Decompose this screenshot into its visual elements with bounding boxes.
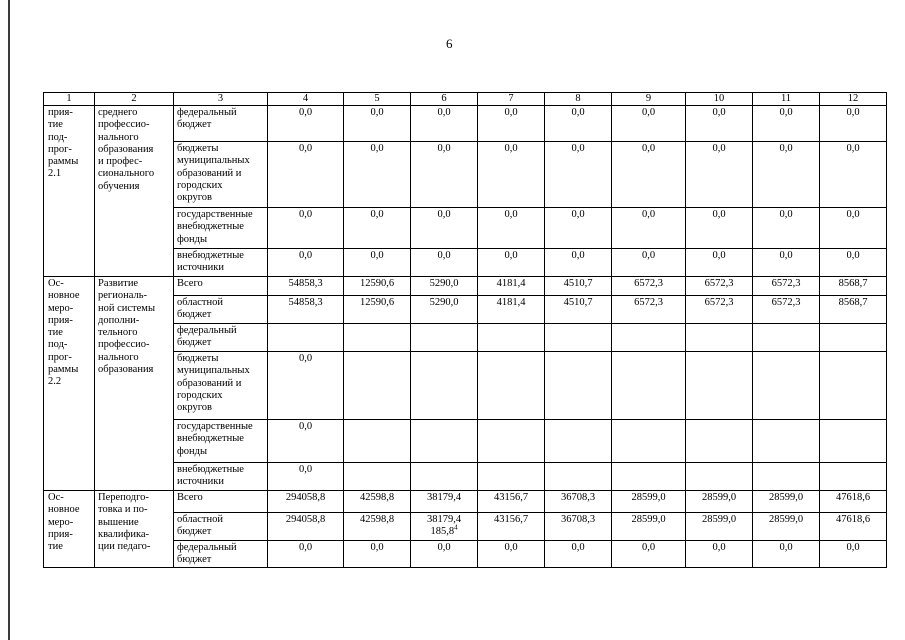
value-cell: 0,0 (268, 420, 344, 463)
measure-code-cell: Ос- новное меро- прия- тие под- прог- раммы 2.2 (44, 277, 95, 491)
value-cell (268, 324, 344, 352)
value-cell: 6572,3 (753, 296, 820, 324)
value-cell: 43156,7 (478, 513, 545, 541)
value-cell (753, 324, 820, 352)
budget-table (43, 92, 887, 568)
value-cell: 12590,6 (344, 296, 411, 324)
funding-source-cell: бюджеты муниципальных образований и городских округов (174, 142, 268, 208)
funding-source-cell: федеральный бюджет (174, 106, 268, 142)
value-cell: 0,0 (753, 142, 820, 208)
value-cell: 0,0 (411, 142, 478, 208)
value-cell (686, 463, 753, 491)
header-cell: 7 (478, 93, 545, 106)
value-cell (753, 352, 820, 420)
value-cell: 0,0 (612, 541, 686, 568)
value-cell (411, 463, 478, 491)
funding-source-cell: внебюджетные источники (174, 463, 268, 491)
funding-source-cell: Всего (174, 277, 268, 296)
value-cell (411, 420, 478, 463)
value-cell: 6572,3 (612, 296, 686, 324)
value-cell: 0,0 (545, 208, 612, 249)
header-cell: 5 (344, 93, 411, 106)
funding-source-cell: областной бюджет (174, 513, 268, 541)
value-cell: 0,0 (268, 208, 344, 249)
header-cell: 12 (820, 93, 887, 106)
value-cell: 8568,7 (820, 296, 887, 324)
page-number: 6 (446, 36, 453, 51)
funding-source-cell: Всего (174, 491, 268, 513)
value-cell: 0,0 (612, 106, 686, 142)
value-cell: 0,0 (411, 208, 478, 249)
header-cell: 2 (95, 93, 174, 106)
value-cell (411, 513, 478, 541)
header-cell: 10 (686, 93, 753, 106)
funding-source-cell: бюджеты муниципальных образований и городских округов (174, 352, 268, 420)
value-cell: 0,0 (344, 208, 411, 249)
header-cell: 11 (753, 93, 820, 106)
value-cell: 0,0 (753, 106, 820, 142)
header-cell: 3 (174, 93, 268, 106)
value-cell (820, 463, 887, 491)
value-cell: 0,0 (344, 106, 411, 142)
value-cell: 38179,4 (411, 491, 478, 513)
value-cell: 0,0 (268, 142, 344, 208)
value-cell: 0,0 (411, 106, 478, 142)
value-cell: 0,0 (344, 541, 411, 568)
value-cell: 0,0 (753, 249, 820, 277)
measure-code-cell: Ос- новное меро- прия- тие (44, 491, 95, 568)
value-cell (344, 352, 411, 420)
value-cell (344, 324, 411, 352)
value-cell: 4510,7 (545, 296, 612, 324)
value-cell (545, 420, 612, 463)
header-cell: 8 (545, 93, 612, 106)
value-cell (344, 420, 411, 463)
value-cell: 36708,3 (545, 491, 612, 513)
value-cell: 5290,0 (411, 277, 478, 296)
value-cell (820, 420, 887, 463)
value-cell: 4181,4 (478, 277, 545, 296)
funding-source-cell: федеральный бюджет (174, 324, 268, 352)
value-cell (411, 352, 478, 420)
value-cell (478, 352, 545, 420)
value-cell (820, 324, 887, 352)
value-cell: 0,0 (478, 106, 545, 142)
value-cell: 54858,3 (268, 296, 344, 324)
value-cell: 0,0 (820, 142, 887, 208)
value-cell: 0,0 (268, 106, 344, 142)
value-cell: 0,0 (545, 106, 612, 142)
value-cell: 0,0 (411, 249, 478, 277)
value-cell: 0,0 (268, 541, 344, 568)
measure-name-cell: среднего профессио- нального образования и профес- сионального обучения (95, 106, 174, 277)
value-cell: 0,0 (753, 541, 820, 568)
value-cell: 28599,0 (612, 513, 686, 541)
measure-name-cell: Переподго- товка и по- вышение квалифика- ции педаго- (95, 491, 174, 568)
value-cell-extra: 185,8$^4$ (430, 523, 458, 538)
value-cell (545, 463, 612, 491)
value-cell: 42598,8 (344, 491, 411, 513)
header-cell: 9 (612, 93, 686, 106)
value-cell: 0,0 (686, 208, 753, 249)
value-cell: 0,0 (478, 142, 545, 208)
value-cell: 36708,3 (545, 513, 612, 541)
value-cell: 8568,7 (820, 277, 887, 296)
value-cell: 0,0 (612, 208, 686, 249)
value-cell: 0,0 (820, 541, 887, 568)
value-cell: 0,0 (268, 249, 344, 277)
value-cell: 6572,3 (753, 277, 820, 296)
value-cell: 0,0 (545, 249, 612, 277)
funding-source-cell: внебюджетные источники (174, 249, 268, 277)
value-cell: 0,0 (344, 142, 411, 208)
value-cell: 0,0 (478, 208, 545, 249)
value-cell: 42598,8 (344, 513, 411, 541)
value-cell (478, 420, 545, 463)
value-cell: 6572,3 (686, 296, 753, 324)
value-cell: 0,0 (686, 142, 753, 208)
value-cell: 0,0 (612, 142, 686, 208)
value-cell: 0,0 (686, 541, 753, 568)
value-cell: 28599,0 (686, 491, 753, 513)
footnote-marker: 4 (454, 523, 458, 532)
value-cell: 6572,3 (686, 277, 753, 296)
value-cell: 43156,7 (478, 491, 545, 513)
value-cell: 6572,3 (612, 277, 686, 296)
value-cell (753, 420, 820, 463)
value-cell (478, 324, 545, 352)
table-row (44, 277, 887, 296)
value-cell: 0,0 (753, 208, 820, 249)
header-cell: 4 (268, 93, 344, 106)
value-cell (612, 420, 686, 463)
header-cell: 1 (44, 93, 95, 106)
page-left-edge (8, 0, 10, 640)
value-cell: 4510,7 (545, 277, 612, 296)
funding-source-cell: областной бюджет (174, 296, 268, 324)
value-cell: 28599,0 (753, 491, 820, 513)
value-cell: 0,0 (686, 106, 753, 142)
value-cell (612, 463, 686, 491)
value-cell (411, 324, 478, 352)
measure-code-cell: прия- тие под- прог- раммы 2.1 (44, 106, 95, 277)
value-cell (686, 324, 753, 352)
value-cell (545, 324, 612, 352)
value-cell: 54858,3 (268, 277, 344, 296)
value-cell: 0,0 (478, 249, 545, 277)
value-cell: 12590,6 (344, 277, 411, 296)
table-row (44, 106, 887, 142)
value-cell: 294058,8 (268, 513, 344, 541)
value-cell: 5290,0 (411, 296, 478, 324)
table-row (44, 491, 887, 513)
value-cell (478, 463, 545, 491)
header-cell: 6 (411, 93, 478, 106)
value-cell: 0,0 (411, 541, 478, 568)
header-row (44, 93, 887, 106)
value-cell (612, 324, 686, 352)
value-cell (612, 352, 686, 420)
value-cell: 47618,6 (820, 513, 887, 541)
value-cell: 0,0 (820, 106, 887, 142)
value-cell-main: 38179,4 (426, 514, 462, 525)
funding-source-cell: государственные внебюджетные фонды (174, 208, 268, 249)
value-cell: 0,0 (268, 463, 344, 491)
value-cell: 294058,8 (268, 491, 344, 513)
value-cell (753, 463, 820, 491)
value-cell (344, 463, 411, 491)
value-cell (686, 420, 753, 463)
value-cell: 0,0 (545, 541, 612, 568)
measure-name-cell: Развитие региональ- ной системы дополни- тельного профессио- нального образования (95, 277, 174, 491)
funding-source-cell: федеральный бюджет (174, 541, 268, 568)
value-cell: 0,0 (612, 249, 686, 277)
value-cell (686, 352, 753, 420)
value-cell: 0,0 (268, 352, 344, 420)
value-cell (545, 352, 612, 420)
value-cell (820, 352, 887, 420)
value-cell: 28599,0 (753, 513, 820, 541)
funding-source-cell: государственные внебюджетные фонды (174, 420, 268, 463)
value-cell: 47618,6 (820, 491, 887, 513)
value-cell: 0,0 (545, 142, 612, 208)
value-cell: 0,0 (344, 249, 411, 277)
value-cell: 28599,0 (612, 491, 686, 513)
value-cell: 0,0 (820, 249, 887, 277)
value-cell: 28599,0 (686, 513, 753, 541)
value-cell: 0,0 (686, 249, 753, 277)
value-cell: 4181,4 (478, 296, 545, 324)
value-cell: 0,0 (820, 208, 887, 249)
value-cell: 0,0 (478, 541, 545, 568)
